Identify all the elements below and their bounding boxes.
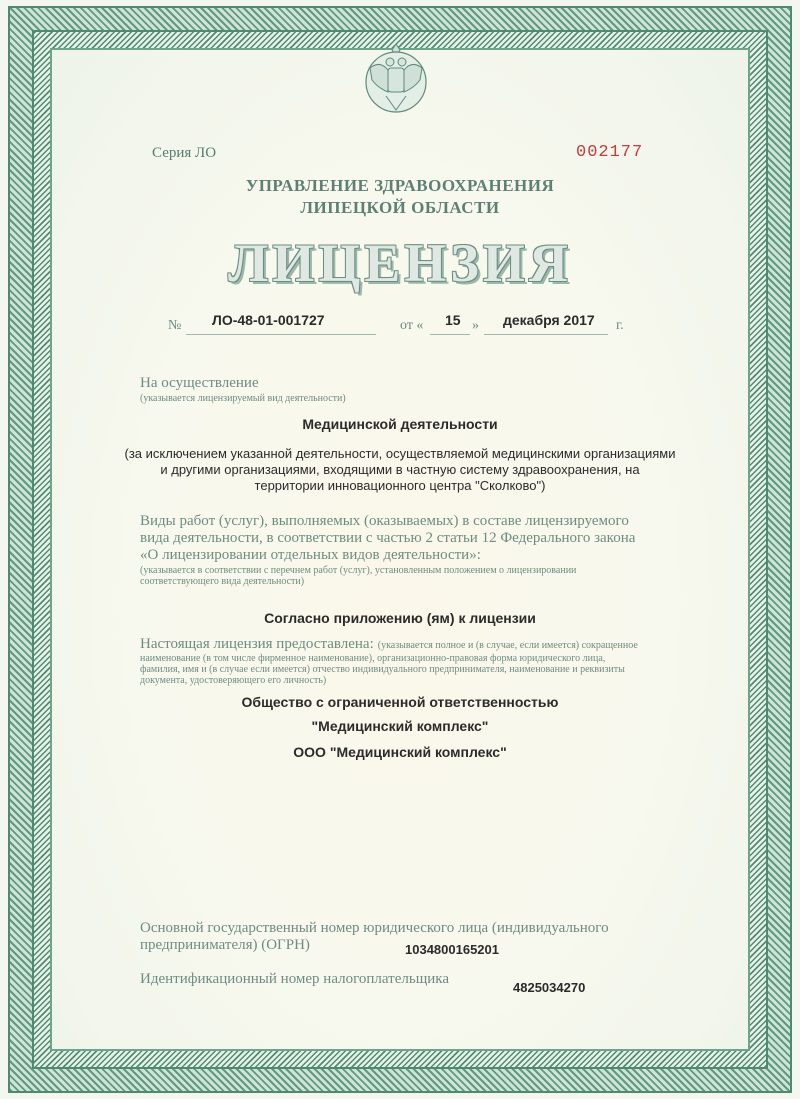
inn-label: Идентификационный номер налогоплательщика — [140, 971, 450, 987]
coat-of-arms-emblem-icon — [360, 34, 432, 118]
ogrn-label-line1: Основной государственный номер юридического лица (индивидуального — [140, 920, 609, 936]
holder-full-name-line1: Общество с ограниченной ответственностью — [241, 694, 559, 710]
works-label-line2: вида деятельности, в соответствии с частью 2 статьи 12 Федерального закона — [140, 530, 636, 546]
works-label-line3: «О лицензировании отдельных видов деятельности»: — [140, 547, 481, 563]
activity-name: Медицинской деятельности — [302, 416, 498, 432]
license-number: ЛО-48-01-001727 — [212, 312, 325, 328]
activity-note-line2: и другими организациями, входящими в частную систему здравоохранения, на — [160, 462, 640, 477]
activity-note-line1: (за исключением указанной деятельности, осуществляемой медицинскими организациями — [124, 446, 676, 461]
activity-label: На осуществление — [140, 375, 259, 391]
form-serial-number: 002177 — [576, 143, 644, 162]
holder-hint-line4: документа, удостоверяющего его личность) — [140, 675, 327, 686]
date-from-label: от « — [400, 318, 424, 333]
activity-hint: (указывается лицензируемый вид деятельности) — [140, 393, 346, 404]
ogrn-label — [140, 920, 660, 954]
works-label-line1: Виды работ (услуг), выполняемых (оказываемых) в составе лицензируемого — [140, 513, 629, 529]
activity-note — [110, 446, 690, 494]
issuing-authority-line1: УПРАВЛЕНИЕ ЗДРАВООХРАНЕНИЯ — [245, 176, 555, 195]
series-label: Серия ЛО — [152, 145, 217, 161]
activity-note-line3: территории инновационного центра "Сколково") — [254, 478, 546, 493]
holder-short-name: ООО "Медицинский комплекс" — [293, 744, 507, 760]
day-underline — [430, 334, 470, 335]
works-hint-line2: соответствующего вида деятельности) — [140, 576, 305, 587]
works-label — [140, 513, 660, 564]
holder-hint-line3: фамилия, имя и (в случае если имеется) отчество индивидуального предпринимателя, наименование и реквизиты — [140, 664, 625, 675]
holder-hint-line2: наименование (в том числе фирменное наименование), организационно-правовая форма юридического лица, — [140, 653, 606, 664]
works-hint-line1: (указывается в соответствии с перечнем работ (услуг), установленным положением о лицензировании — [140, 565, 577, 576]
works-hint — [140, 565, 660, 587]
holder-label: Настоящая лицензия предоставлена: — [140, 636, 374, 652]
license-day: 15 — [445, 312, 461, 328]
ogrn-label-line2: предпринимателя) (ОГРН) — [140, 937, 310, 953]
holder-section — [140, 636, 660, 686]
holder-hint-line1: (указывается полное и (в случае, если имеется) сокращенное — [377, 640, 638, 651]
holder-full-name-line2: "Медицинский комплекс" — [311, 718, 489, 734]
inn-value: 4825034270 — [513, 980, 586, 995]
ogrn-value: 1034800165201 — [405, 942, 499, 957]
works-value: Согласно приложению (ям) к лицензии — [264, 610, 536, 626]
issuing-authority-line2: ЛИПЕЦКОЙ ОБЛАСТИ — [300, 198, 500, 217]
number-underline — [186, 334, 376, 335]
month-underline — [484, 334, 608, 335]
number-sign: № — [168, 318, 182, 333]
year-suffix: г. — [616, 318, 624, 333]
license-month-year: декабря 2017 — [503, 312, 595, 328]
date-quote-close: » — [472, 318, 479, 333]
document-title: ЛИЦЕНЗИЯ — [228, 233, 572, 293]
